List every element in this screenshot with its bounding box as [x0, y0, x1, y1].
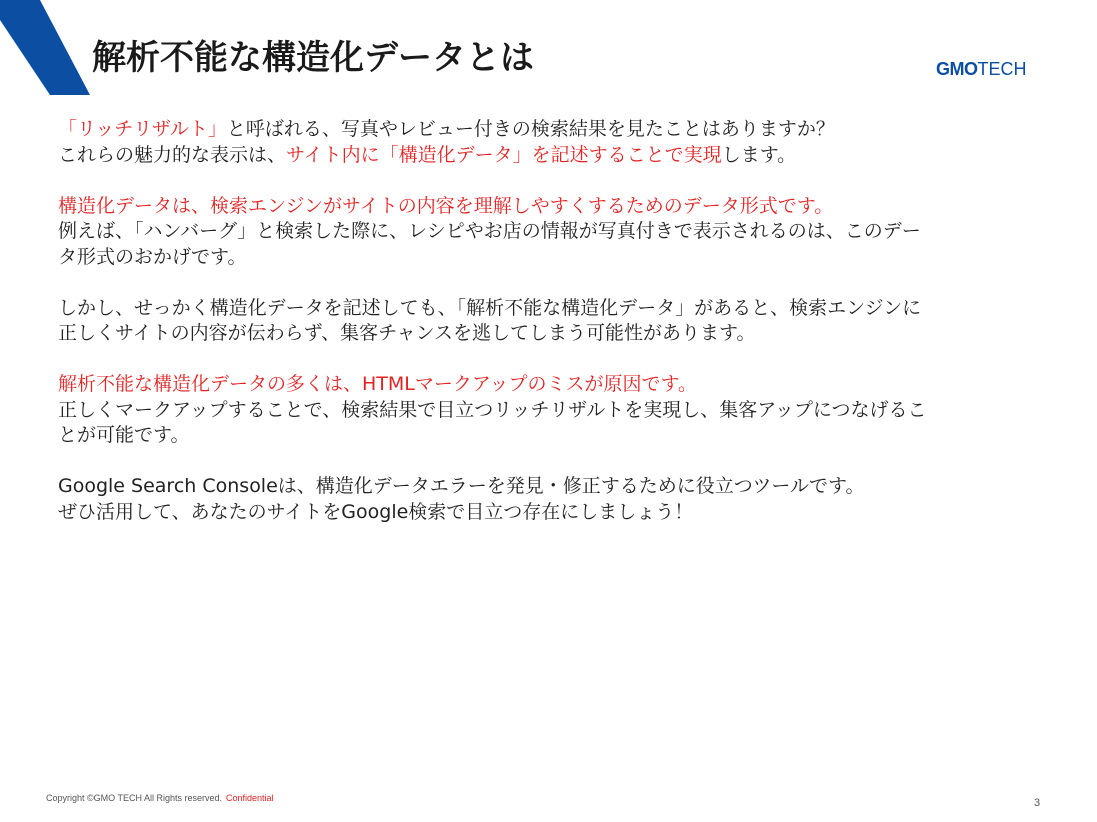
body-text: 正しくサイトの内容が伝わらず、集客チャンスを逃してしまう可能性があります。: [58, 322, 756, 344]
text-line: [58, 117, 1048, 143]
body-text: しかし、せっかく構造化データを記述しても、「解析不能な構造化データ」があると、検索エンジンに: [58, 296, 922, 319]
paragraph-markup-errors: [58, 372, 1048, 449]
footer-copyright: [46, 793, 274, 803]
confidential-label: Confidential: [226, 793, 274, 803]
body-text: ぜひ活用して、あなたのサイトをGoogle検索で目立つ存在にしましょう！: [58, 500, 694, 523]
paragraph-unparsable: [58, 296, 1048, 347]
body-text: タ形式のおかげです。: [58, 245, 247, 268]
body-text: 例えば、「ハンバーグ」と検索した際に、レシピやお店の情報が写真付きで表示されるのは、このデー: [58, 220, 921, 242]
highlight-text: 「リッチリザルト」: [58, 118, 227, 140]
body-text: Google Search Consoleは、構造化データエラーを発見・修正するために役立つツールです。: [58, 475, 865, 497]
body-text: と呼ばれる、写真やレビュー付きの検索結果を見たことはありますか？: [226, 118, 835, 140]
slide-body: [58, 117, 1048, 551]
page-number: 3: [1034, 797, 1041, 809]
highlight-text: 構造化データは、検索エンジンがサイトの内容を理解しやすくするためのデータ形式です。: [58, 194, 834, 217]
title-accent-shape: [0, 0, 90, 95]
slide-title: 解析不能な構造化データとは: [92, 38, 534, 78]
highlight-text: 解析不能な構造化データの多くは、HTMLマークアップのミスが原因です。: [58, 373, 698, 395]
highlight-text: サイト内に「構造化データ」を記述することで実現: [286, 143, 722, 166]
body-text: これらの魅力的な表示は、: [58, 143, 287, 166]
logo-gmo: GMO: [936, 59, 978, 79]
body-text: します。: [721, 143, 797, 166]
paragraph-search-console: [58, 474, 1048, 525]
paragraph-rich-results: [58, 117, 1048, 168]
body-text: 正しくマークアップすることで、検索結果で目立つリッチリザルトを実現し、集客アップにつなげるこ: [58, 398, 927, 421]
text-line: [58, 143, 1048, 169]
body-text: とが可能です。: [58, 424, 190, 446]
copyright-text: Copyright ©GMO TECH All Rights reserved.: [46, 793, 223, 803]
logo-tech: TECH: [977, 59, 1027, 79]
paragraph-structured-data: [58, 194, 1048, 271]
gmo-tech-logo: [936, 60, 1027, 78]
